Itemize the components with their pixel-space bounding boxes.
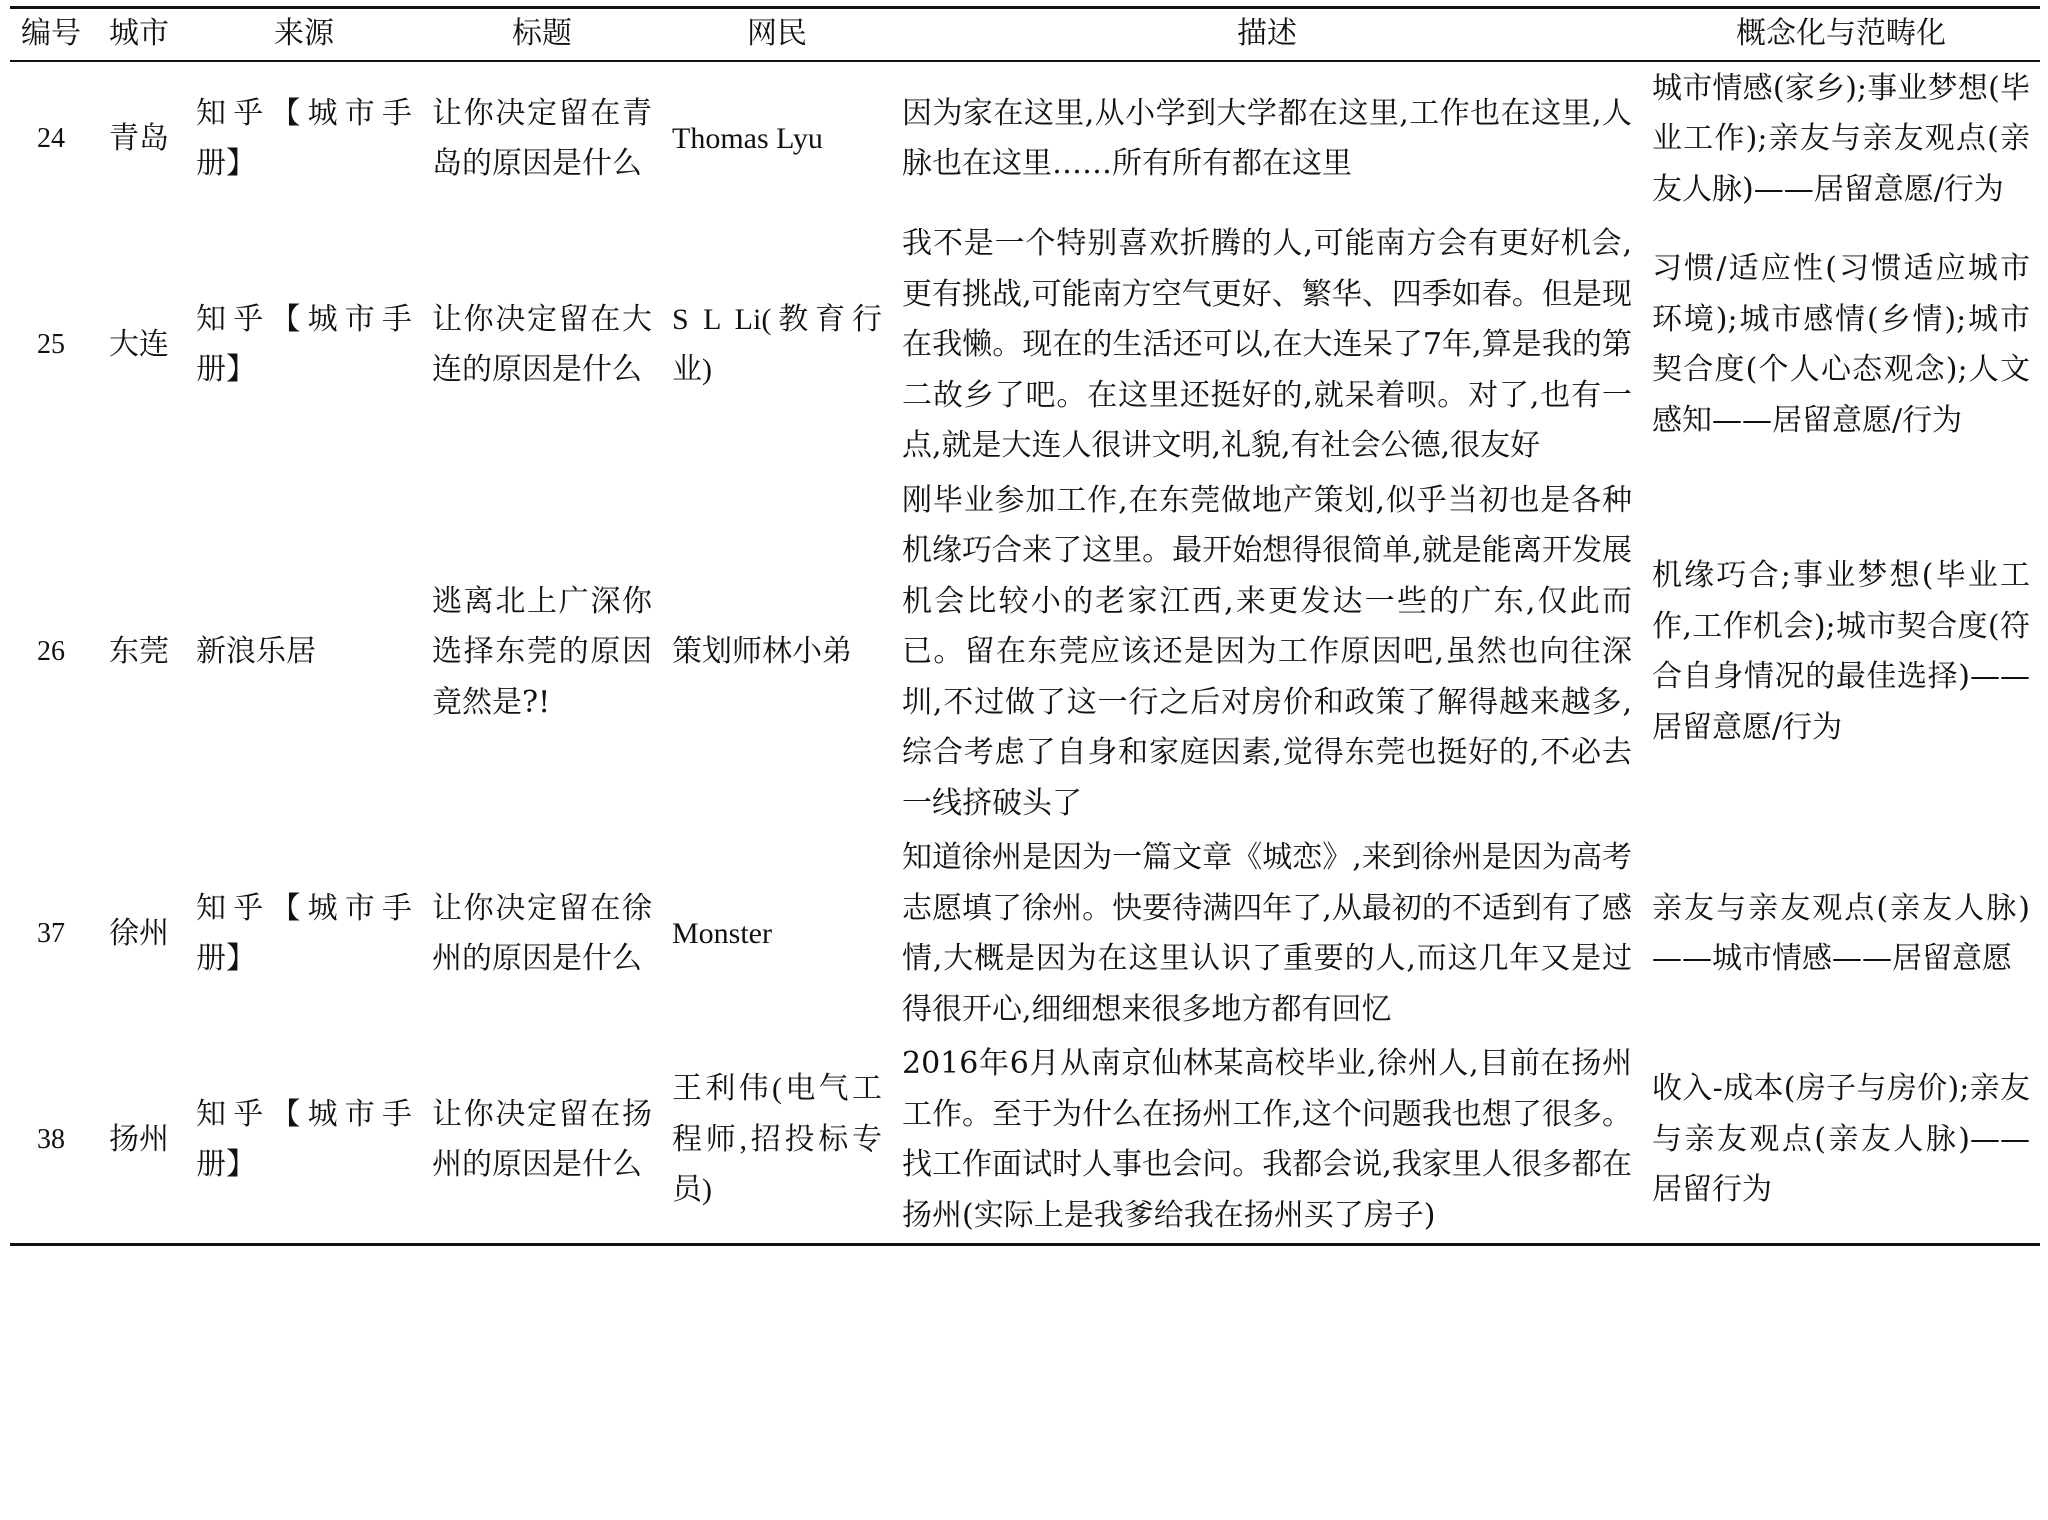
header-title: 标题 [512, 16, 572, 51]
cell-concept: 习惯/适应性(习惯适应城市环境);城市感情(乡情);城市契合度(个人心态观念);人文感知——居留意愿/行为 [1652, 251, 2030, 438]
header-concept: 概念化与范畴化 [1736, 16, 1946, 51]
header-description: 描述 [1237, 16, 1297, 51]
cell-user: 王利伟(电气工程师,招投标专员) [672, 1072, 882, 1207]
cell-city: 扬州 [109, 1121, 169, 1157]
cell-title: 让你决定留在徐州的原因是什么 [432, 890, 652, 976]
cell-user: Thomas Lyu [672, 122, 823, 155]
table-row [10, 831, 2040, 1037]
cell-city: 大连 [109, 327, 169, 362]
cell-city: 青岛 [109, 121, 169, 156]
cell-no: 26 [37, 636, 65, 667]
table-row [10, 1037, 2040, 1245]
cell-source: 知乎【城市手册】 [196, 95, 412, 182]
table-row [10, 474, 2040, 832]
cell-no: 38 [37, 1123, 65, 1155]
cell-user: 策划师林小弟 [672, 635, 852, 668]
cell-description: 知道徐州是因为一篇文章《城恋》,来到徐州是因为高考志愿填了徐州。快要待满四年了,从最初的不适到有了感情,大概是因为在这里认识了重要的人,而这几年又是过得很开心,细细想来很多地方都有回忆 [902, 840, 1632, 1027]
cell-user: Monster [672, 916, 772, 950]
cell-source: 知乎【城市手册】 [196, 890, 412, 976]
header-no: 编号 [21, 16, 81, 51]
table-header-row [10, 8, 2040, 61]
table-row [10, 61, 2040, 218]
header-source: 来源 [274, 16, 334, 51]
cell-source: 知乎【城市手册】 [196, 1096, 412, 1182]
cell-title: 让你决定留在青岛的原因是什么 [432, 95, 652, 182]
data-table [10, 6, 2040, 1246]
cell-description: 2016年6月从南京仙林某高校毕业,徐州人,目前在扬州工作。至于为什么在扬州工作,这个问题我也想了很多。找工作面试时人事也会问。我都会说,我家里人很多都在扬州(实际上是我爹给我在扬州买了房子) [902, 1046, 1632, 1233]
cell-no: 25 [37, 329, 65, 360]
cell-concept: 收入-成本(房子与房价);亲友与亲友观点(亲友人脉)——居留行为 [1652, 1071, 2030, 1208]
cell-concept: 城市情感(家乡);事业梦想(毕业工作);亲友与亲友观点(亲友人脉)——居留意愿/行为 [1652, 70, 2030, 207]
header-user: 网民 [747, 16, 807, 51]
cell-description: 刚毕业参加工作,在东莞做地产策划,似乎当初也是各种机缘巧合来了这里。最开始想得很简单,就是能离开发展机会比较小的老家江西,来更发达一些的广东,仅此而已。留在东莞应该还是因为工作原因吧,虽然也向往深圳,不过做了这一行之后对房价和政策了解得越来越多,综合考虑了自身和家庭因素,觉得东莞也挺好的,不必去一线挤破头了 [902, 482, 1632, 821]
cell-description: 我不是一个特别喜欢折腾的人,可能南方会有更好机会,更有挑战,可能南方空气更好、繁华、四季如春。但是现在我懒。现在的生活还可以,在大连呆了7年,算是我的第二故乡了吧。在这里还挺好的,就呆着呗。对了,也有一点,就是大连人很讲文明,礼貌,有社会公德,很友好 [902, 226, 1632, 463]
cell-source: 知乎【城市手册】 [196, 301, 412, 388]
cell-no: 24 [37, 123, 65, 154]
cell-concept: 机缘巧合;事业梦想(毕业工作,工作机会);城市契合度(符合自身情况的最佳选择)——居留意愿/行为 [1652, 558, 2030, 745]
cell-title: 逃离北上广深你选择东莞的原因竟然是?! [432, 583, 652, 720]
cell-concept: 亲友与亲友观点(亲友人脉)——城市情感——居留意愿 [1652, 890, 2030, 976]
cell-title: 让你决定留在扬州的原因是什么 [432, 1096, 652, 1182]
header-city: 城市 [109, 16, 169, 51]
table-row [10, 217, 2040, 474]
cell-user: S L Li(教育行业) [672, 302, 882, 387]
cell-description: 因为家在这里,从小学到大学都在这里,工作也在这里,人脉也在这里……所有所有都在这里 [902, 95, 1632, 182]
cell-city: 东莞 [109, 634, 169, 669]
cell-source: 新浪乐居 [196, 634, 316, 669]
cell-no: 37 [37, 917, 65, 949]
cell-city: 徐州 [109, 915, 169, 951]
cell-title: 让你决定留在大连的原因是什么 [432, 301, 652, 388]
